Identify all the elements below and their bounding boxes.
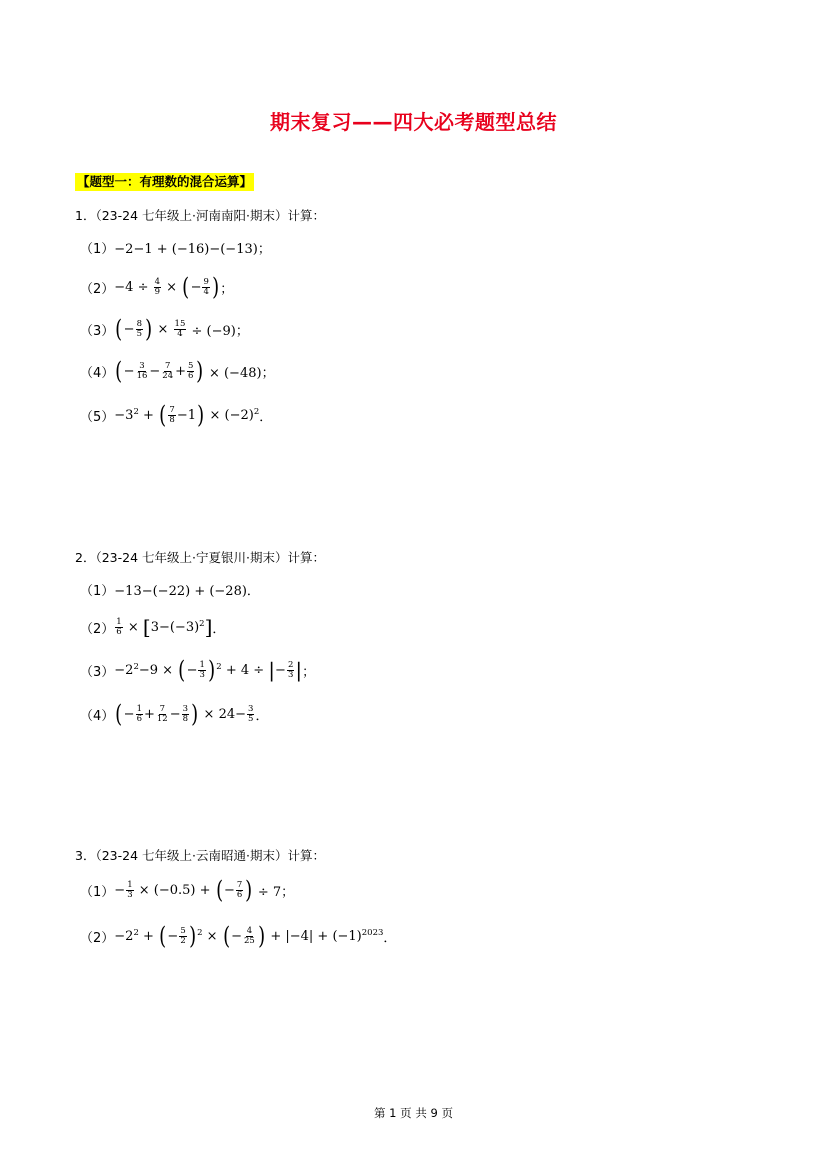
q1-item-1 — [80, 238, 271, 257]
formula: −2 $^2$ −9 × ( − $\frac{1}{3}$ ) $^2$ + 4 ÷ | − $\frac{2}{3}$ | ； — [114, 656, 316, 684]
q1-item-4 — [80, 357, 275, 385]
formula: −2 $^2$ + ( − $\frac{5}{2}$ ) $^2$ × ( − $\frac{4}{25}$ ) + |−4| + (−1) $^{2023}$ ． — [114, 922, 397, 950]
question-1-header: 1．（23-24 七年级上·河南南阳·期末）计算： — [75, 208, 325, 223]
q3-item-2 — [80, 922, 397, 950]
item-label: （2） — [80, 930, 115, 946]
page-title: 期末复习——四大必考题型总结 — [270, 110, 557, 134]
q2-item-4 — [80, 700, 269, 728]
formula: ( − $\frac{3}{16}$ − $\frac{7}{24}$ + $\frac{5}{6}$ ) × (−48)； — [115, 357, 275, 385]
item-label: （1） — [80, 242, 115, 257]
question-2-header: 2．（23-24 七年级上·宁夏银川·期末）计算： — [75, 550, 325, 565]
q2-item-3 — [80, 656, 316, 684]
formula: − $\frac{1}{3}$ × (−0.5) + ( − $\frac{7}{6}$ ) ÷ 7； — [114, 876, 295, 904]
item-label: （5） — [80, 409, 115, 425]
item-label: （4） — [80, 708, 115, 724]
item-label: （3） — [80, 664, 115, 680]
q1-item-3 — [80, 315, 249, 343]
formula: −2−1 + (−16)−(−13)； — [114, 242, 271, 257]
formula: −3 $^2$ + ( $\frac{7}{8}$ −1 ) × (−2) $^2$ ． — [114, 401, 273, 429]
item-label: （2） — [80, 621, 115, 637]
item-label: （1） — [80, 584, 115, 599]
item-label: （2） — [80, 281, 115, 297]
formula: −13−(−22) + (−28)． — [114, 584, 260, 599]
formula: ( − $\frac{1}{6}$ + $\frac{7}{12}$ − $\frac{3}{8}$ ) × 24− $\frac{3}{5}$ ． — [115, 700, 269, 728]
q2-item-1 — [80, 580, 260, 599]
q1-item-2 — [80, 273, 234, 301]
formula: −4 ÷ $\frac{4}{9}$ × ( − $\frac{9}{4}$ ) ； — [114, 273, 234, 301]
formula: $\frac{1}{6}$ × [ 3−(−3) $^2$ ] ． — [116, 615, 226, 639]
q2-item-2 — [80, 617, 225, 637]
item-label: （3） — [80, 323, 115, 339]
q3-item-1 — [80, 876, 295, 904]
page-footer: 第 1 页 共 9 页 — [374, 1106, 453, 1120]
section-tag: 【题型一：有理数的混合运算】 — [77, 174, 253, 189]
q1-item-5 — [80, 401, 273, 429]
question-3-header: 3．（23-24 七年级上·云南昭通·期末）计算： — [75, 848, 325, 863]
item-label: （1） — [80, 884, 115, 900]
item-label: （4） — [80, 365, 115, 381]
formula: ( − $\frac{8}{5}$ ) × $\frac{15}{4}$ ÷ (−9)； — [115, 315, 249, 343]
